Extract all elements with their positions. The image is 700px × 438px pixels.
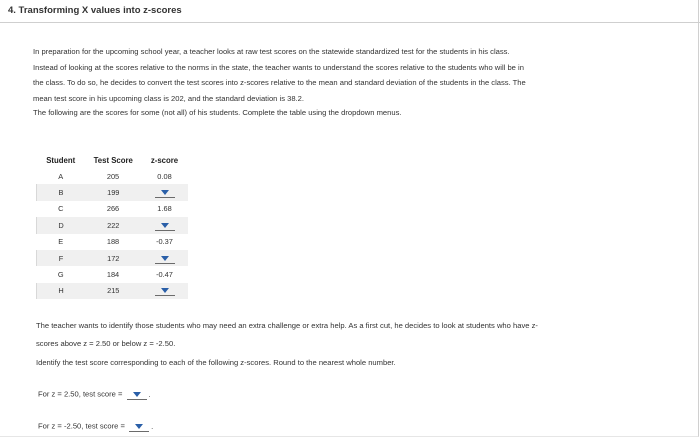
- z-score-cell: [142, 283, 188, 299]
- question-label: For z = -2.50, test score =: [38, 421, 125, 431]
- z-score-dropdown-b[interactable]: [155, 187, 175, 198]
- score-cell: 184: [106, 270, 120, 280]
- chevron-down-icon: [161, 256, 169, 261]
- followup-line: The teacher wants to identify those students who may need an extra challenge or extra help. As a first cut, he decides to look at students who have z-: [36, 321, 538, 330]
- score-cell: 172: [85, 250, 142, 266]
- table-row: [37, 217, 188, 233]
- table-row: [37, 266, 188, 282]
- question-z-negative: [38, 421, 153, 432]
- question-z-positive: [38, 389, 151, 400]
- question-label: For z = 2.50, test score =: [38, 389, 123, 399]
- intro-line: Instead of looking at the scores relative to the norms in the state, the teacher wants to understand the scores relative to the students who will be in: [33, 62, 524, 72]
- score-cell: 205: [106, 171, 120, 181]
- student-cell: B: [37, 184, 86, 200]
- chevron-down-icon: [133, 392, 141, 397]
- table-row: [37, 184, 188, 200]
- student-cell: H: [37, 283, 86, 299]
- score-cell: 199: [85, 184, 142, 200]
- score-cell: 215: [85, 283, 142, 299]
- z-score-dropdown-h[interactable]: [155, 285, 175, 296]
- student-cell: D: [37, 217, 86, 233]
- chevron-down-icon: [135, 424, 143, 429]
- table-instruction: The following are the scores for some (not all) of his students. Complete the table using the dropdown menus.: [33, 108, 402, 117]
- table-row: [37, 250, 188, 266]
- z-score-dropdown-f[interactable]: [155, 253, 175, 264]
- student-cell: G: [57, 270, 64, 280]
- z-score-cell: [142, 184, 188, 200]
- scores-table: [36, 152, 188, 299]
- title-divider: [0, 22, 700, 23]
- z-score-cell: 0.08: [157, 171, 172, 181]
- header-student: Student: [46, 155, 76, 165]
- z-score-cell: 1.68: [157, 204, 172, 214]
- table-row: [37, 234, 188, 250]
- z-score-cell: [142, 217, 188, 233]
- identify-instruction: Identify the test score corresponding to each of the following z-scores. Round to the nearest whole number.: [36, 358, 396, 367]
- student-cell: A: [58, 171, 64, 181]
- chevron-down-icon: [161, 288, 169, 293]
- test-score-dropdown-negative[interactable]: [129, 421, 149, 432]
- score-cell: 222: [85, 217, 142, 233]
- student-cell: E: [58, 237, 64, 247]
- table-row: [37, 201, 188, 217]
- followup-line: scores above z = 2.50 or below z = -2.50.: [36, 338, 176, 348]
- followup-paragraph: [36, 317, 676, 352]
- table-row: [37, 283, 188, 299]
- student-cell: F: [37, 250, 86, 266]
- chevron-down-icon: [161, 190, 169, 195]
- z-score-dropdown-d[interactable]: [155, 220, 175, 231]
- score-cell: 188: [106, 237, 120, 247]
- intro-line: mean test score in his upcoming class is 202, and the standard deviation is 38.2.: [33, 93, 304, 103]
- header-z-score: z-score: [150, 155, 179, 165]
- header-test-score: Test Score: [93, 155, 133, 165]
- intro-line: the class. To do so, he decides to convert the test scores into z-scores relative to the mean and standard deviation of the students in the class. The: [33, 78, 526, 87]
- z-score-cell: -0.47: [156, 270, 173, 280]
- student-cell: C: [58, 204, 64, 214]
- test-score-dropdown-positive[interactable]: [127, 389, 147, 400]
- question-title: 4. Transforming X values into z-scores: [8, 5, 182, 16]
- intro-paragraph: [33, 44, 633, 106]
- intro-line: In preparation for the upcoming school year, a teacher looks at raw test scores on the statewide standardized test for the students in his class.: [33, 47, 510, 56]
- table-row: [37, 168, 188, 184]
- chevron-down-icon: [161, 223, 169, 228]
- period: .: [151, 421, 154, 431]
- z-score-cell: [142, 250, 188, 266]
- z-score-cell: -0.37: [156, 237, 173, 247]
- table-header-row: [37, 152, 188, 168]
- score-cell: 266: [106, 204, 120, 214]
- period: .: [148, 389, 151, 399]
